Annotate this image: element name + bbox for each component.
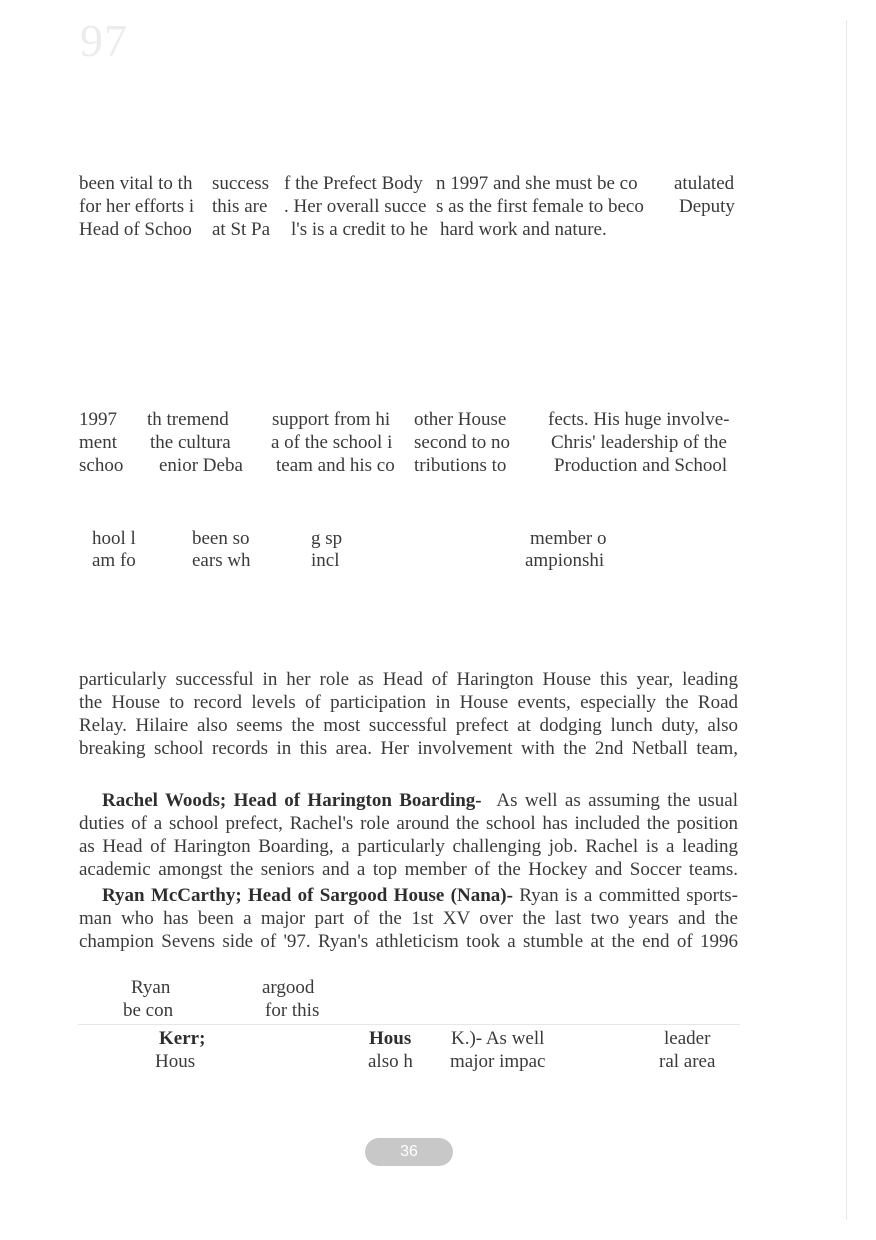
text-fragment: Hous: [155, 1051, 196, 1072]
entry-heading: Rachel Woods; Head of Harington Boarding-: [102, 790, 482, 811]
text-fragment: l's is a credit to he: [291, 219, 428, 240]
text-fragment: support from hi: [272, 409, 391, 430]
text-fragment: Chris' leadership of the: [551, 432, 727, 453]
text-fragment: be con: [123, 1000, 174, 1021]
text-fragment: hool l: [92, 528, 136, 549]
text-fragment: been so: [192, 528, 250, 549]
text-fragment: argood: [262, 977, 315, 998]
paragraph-line: man who has been a major part of the 1st XV over the last two years and the: [79, 908, 738, 929]
paragraph-line: the House to record levels of participation in House events, especially the Road: [79, 692, 738, 713]
paragraph-line: Relay. Hilaire also seems the most successful prefect at dodging lunch duty, also: [79, 715, 738, 736]
text-fragment: major impac: [450, 1051, 546, 1072]
text-fragment: fects. His huge involve-: [548, 409, 730, 430]
text-fragment: tributions to: [414, 455, 507, 476]
text-fragment: atulated: [674, 173, 735, 194]
text-fragment: member o: [530, 528, 607, 549]
text-fragment: team and his co: [276, 455, 395, 476]
text-fragment: for her efforts i: [79, 196, 195, 217]
text-fragment: Production and School: [554, 455, 728, 476]
text-fragment: g sp: [311, 528, 343, 549]
text-fragment: Head of Schoo: [79, 219, 192, 240]
faint-divider: [78, 1024, 740, 1025]
page-number-badge: 36: [365, 1138, 453, 1166]
paragraph-line: breaking school records in this area. Her involvement with the 2nd Netball team,: [79, 738, 738, 759]
paragraph-first-line: [102, 789, 738, 812]
faded-year-header: 97: [80, 15, 128, 66]
text-fragment: . Her overall succe: [284, 196, 427, 217]
text-fragment: K.)- As well: [451, 1028, 545, 1049]
text-fragment: enior Deba: [159, 455, 243, 476]
text-fragment: leader: [664, 1028, 711, 1049]
text-fragment: other House: [414, 409, 507, 430]
paragraph-line: duties of a school prefect, Rachel's role around the school has included the position: [79, 813, 738, 834]
entry-text: As well as assuming the usual: [496, 790, 738, 811]
text-fragment: ears wh: [192, 550, 251, 571]
text-fragment: second to no: [414, 432, 511, 453]
text-fragment-bold: Kerr;: [159, 1028, 206, 1049]
paragraph-first-line: [102, 884, 738, 907]
text-fragment: 1997: [79, 409, 117, 430]
paragraph-line: champion Sevens side of '97. Ryan's athleticism took a stumble at the end of 1996: [79, 931, 738, 952]
entry-text: Ryan is a committed sports-: [519, 885, 738, 906]
text-fragment: for this: [265, 1000, 320, 1021]
text-fragment: this are: [212, 196, 268, 217]
text-fragment: incl: [311, 550, 340, 571]
text-fragment: success: [212, 173, 269, 194]
text-fragment: schoo: [79, 455, 124, 476]
text-fragment: hard work and nature.: [440, 219, 607, 240]
text-fragment: ampionshi: [525, 550, 605, 571]
text-fragment: Ryan: [131, 977, 171, 998]
text-fragment: the cultura: [150, 432, 231, 453]
text-fragment: at St Pa: [212, 219, 271, 240]
text-fragment: s as the first female to beco: [436, 196, 644, 217]
text-fragment: been vital to th: [79, 173, 193, 194]
text-fragment: n 1997 and she must be co: [436, 173, 638, 194]
text-fragment: f the Prefect Body: [284, 173, 423, 194]
paragraph-line: academic amongst the seniors and a top member of the Hockey and Soccer teams.: [79, 859, 738, 880]
entry-heading: Ryan McCarthy; Head of Sargood House (Nana)-: [102, 885, 513, 906]
text-fragment: Deputy: [679, 196, 735, 217]
paragraph-line: particularly successful in her role as Head of Harington House this year, leading: [79, 669, 738, 690]
text-fragment: also h: [368, 1051, 413, 1072]
text-fragment: th tremend: [147, 409, 229, 430]
text-fragment: a of the school i: [271, 432, 393, 453]
paragraph-line: as Head of Harington Boarding, a particularly challenging job. Rachel is a leading: [79, 836, 738, 857]
text-fragment: am fo: [92, 550, 136, 571]
right-margin-shadow: [846, 20, 847, 1220]
text-fragment: ment: [79, 432, 117, 453]
text-fragment-bold: Hous: [369, 1028, 412, 1049]
text-fragment: ral area: [659, 1051, 716, 1072]
